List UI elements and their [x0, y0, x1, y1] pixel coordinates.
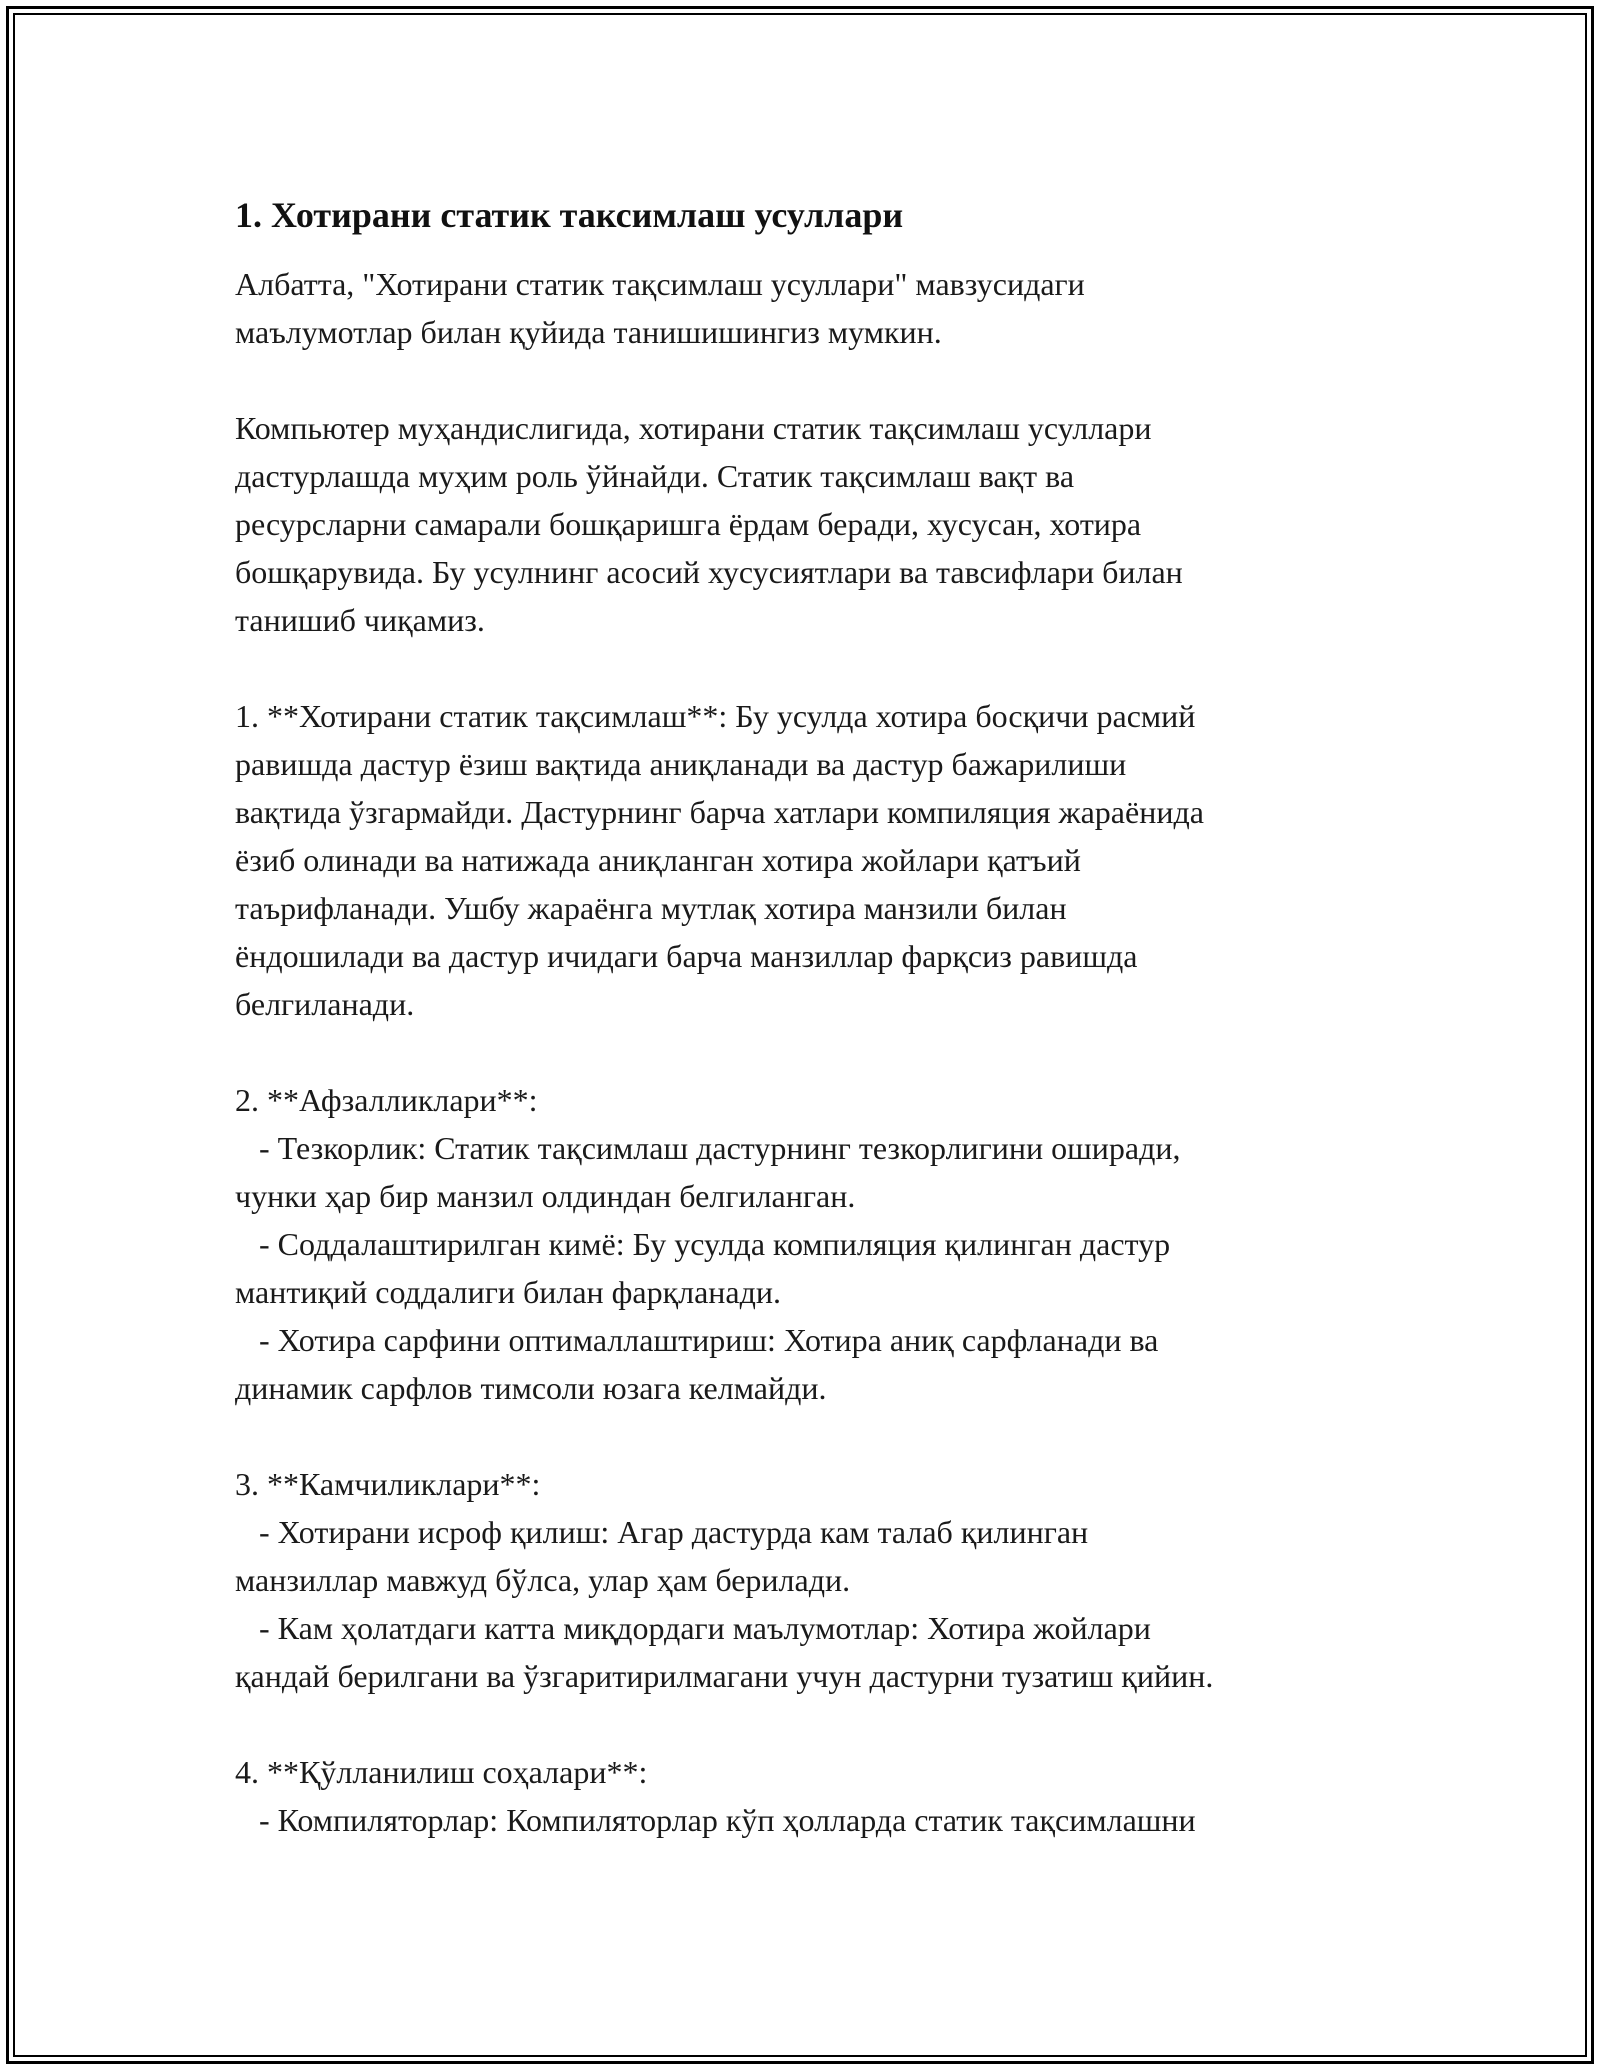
- document-title: 1. Хотирани статик таксимлаш усуллари: [235, 195, 904, 235]
- text-line: 3. **Камчиликлари**:: [235, 1466, 541, 1502]
- document-body: [235, 190, 1385, 1844]
- text-line: ёзиб олинади ва натижада аниқланган хотира жойлари қатъий: [235, 842, 1081, 878]
- text-line: - Кам ҳолатдаги катта миқдордаги маълумотлар: Хотира жойлари: [235, 1610, 1151, 1646]
- text-line: 1. **Хотирани статик тақсимлаш**: Бу усулда хотира босқичи расмий: [235, 698, 1196, 734]
- text-line: динамик сарфлов тимсоли юзага келмайди.: [235, 1370, 827, 1406]
- paragraph-overview: [235, 404, 1385, 644]
- paragraph-gap: [235, 1700, 1385, 1748]
- text-line: равишда дастур ёзиш вақтида аниқланади ва дастур бажарилиши: [235, 746, 1127, 782]
- text-line: чунки ҳар бир манзил олдиндан белгиланган.: [235, 1178, 856, 1214]
- text-line: ресурсларни самарали бошқаришга ёрдам беради, хусусан, хотира: [235, 506, 1142, 542]
- paragraph-section-4: [235, 1748, 1385, 1844]
- text-line: Албатта, "Хотирани статик тақсимлаш усуллари" мавзусидаги: [235, 266, 1085, 302]
- text-line: ёндошилади ва дастур ичидаги барча манзиллар фарқсиз равишда: [235, 938, 1138, 974]
- text-line: - Хотирани исроф қилиш: Агар дастурда кам талаб қилинган: [235, 1514, 1089, 1550]
- text-line: маълумотлар билан қуйида танишишингиз мумкин.: [235, 314, 942, 350]
- text-line: - Тезкорлик: Статик тақсимлаш дастурнинг тезкорлигини оширади,: [235, 1130, 1181, 1166]
- text-line: - Компиляторлар: Компиляторлар кўп ҳолларда статик тақсимлашни: [235, 1802, 1196, 1838]
- text-line: белгиланади.: [235, 986, 415, 1022]
- text-line: вақтида ўзгармайди. Дастурнинг барча хатлари компиляция жараёнида: [235, 794, 1204, 830]
- paragraph-section-3: [235, 1460, 1385, 1700]
- text-line: - Соддалаштирилган кимё: Бу усулда компиляция қилинган дастур: [235, 1226, 1171, 1262]
- paragraph-gap: [235, 644, 1385, 692]
- text-line: дастурлашда муҳим роль ўйнайди. Статик тақсимлаш вақт ва: [235, 458, 1075, 494]
- text-line: Компьютер муҳандислигида, хотирани статик тақсимлаш усуллари: [235, 410, 1152, 446]
- paragraph-gap: [235, 356, 1385, 404]
- text-line: мантиқий соддалиги билан фарқланади.: [235, 1274, 782, 1310]
- text-line: танишиб чиқамиз.: [235, 602, 485, 638]
- paragraph-section-1: [235, 692, 1385, 1028]
- paragraph-section-2: [235, 1076, 1385, 1412]
- text-line: 2. **Афзалликлари**:: [235, 1082, 538, 1118]
- text-line: таърифланади. Ушбу жараёнга мутлақ хотира манзили билан: [235, 890, 1067, 926]
- text-line: қандай берилгани ва ўзгаритирилмагани учун дастурни тузатиш қийин.: [235, 1658, 1214, 1694]
- text-line: - Хотира сарфини оптималлаштириш: Хотира аниқ сарфланади ва: [235, 1322, 1159, 1358]
- text-line: бошқарувида. Бу усулнинг асосий хусусиятлари ва тавсифлари билан: [235, 554, 1183, 590]
- paragraph-gap: [235, 1412, 1385, 1460]
- paragraph-gap: [235, 1028, 1385, 1076]
- text-line: манзиллар мавжуд бўлса, улар ҳам берилади.: [235, 1562, 851, 1598]
- paragraph-intro: [235, 260, 1385, 356]
- text-line: 4. **Қўлланилиш соҳалари**:: [235, 1754, 648, 1790]
